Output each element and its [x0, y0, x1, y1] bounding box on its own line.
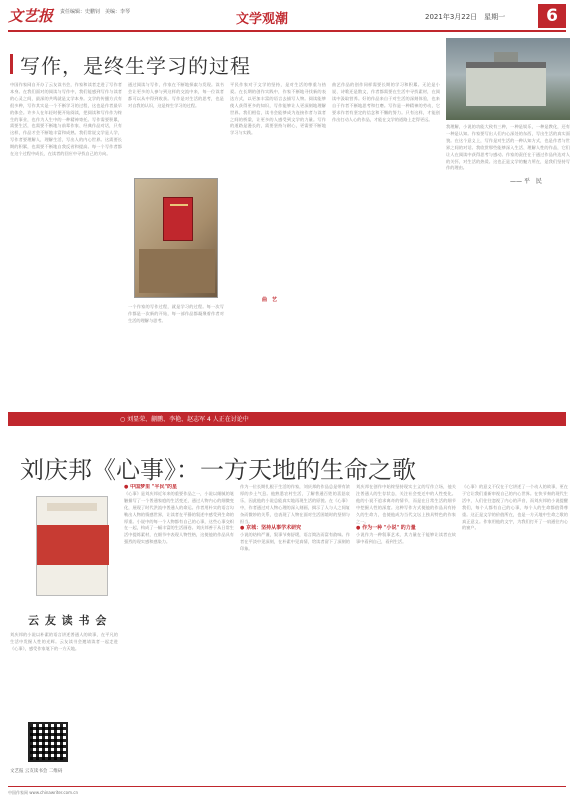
article1-column-2-bottom: 一个作家的写作过程，就是学习的过程。每一次写作都是一次新的开始，每一部作品都凝聚着作者对生活的理解与思考。 — [128, 304, 224, 323]
issue-date: 2021年3月22日 星期一 — [425, 13, 506, 21]
article2-title: 刘庆邦《心事》：一方天地的生命之歌 — [20, 456, 416, 484]
article2-column-1: ● 中国梦里 "平民"的星 《心事》是刘庆邦近年来的重要作品之一，小说以细腻的笔触描写了一个普通家庭的生活变迁，通过人物内心的细微变化，展现了时代洪流中普通人的命运。作者用朴实的语言勾勒出人物的情感世界，让读者在平静的叙述中感受到生命的厚重。小说中的每一个人物都有自己的心事，这些心事交织在一起，构成了一幅丰富的生活画卷。刘庆邦善于从日常生活中提炼素材，在细节中表现人物性格，这使他的作品具有强烈的现实感和感染力。 — [124, 484, 234, 545]
book-photo — [134, 178, 218, 298]
article2-column-2: 作为一位长期扎根于生活的作家，刘庆邦的作品总是带有浓厚的乡土气息。他熟悉农村生活，了解普通百姓的喜怒哀乐，因此他的小说总能真实地再现生活的原貌。在《心事》中，作者通过对人物心理的深入刻画，揭示了人与人之间复杂而微妙的关系，也表现了人物在面对生活困境时的坚韧与担当。 ● 京城：坚持从事学术研究 小说的结构严谨，叙事节奏舒缓，语言简洁而富有韵味。作者在平淡中见深刻，在朴素中见真情，给读者留下了深刻的印象。 — [240, 484, 350, 552]
banner-caption: ○ 刘显荣、蒯鹏、李艳、赵志军 4 人正在讨论中 — [120, 416, 249, 423]
book-cover-image — [36, 496, 108, 596]
article2-subheading-3: ● 作为一种 "小说" 的力量 — [356, 525, 416, 532]
qr-caption: 文艺报 云友读书会 二维码 — [10, 769, 63, 774]
article2-subheading-2: ● 京城：坚持从事学术研究 — [240, 525, 302, 532]
club-column: 刘庆邦的小说以朴素的语言讲述普通人的故事，在平凡的生活中发掘人性的光辉。云友读书会邀请读者一起走进《心事》，感受作家笔下的一方天地。 — [10, 632, 118, 651]
article1-column-2-top: 通过阅读与写作，作家在不断地探索与发现。读书会让更多的人参与到这样的交流中来，每一位读者都可以从中得到收获。写作是对生活的思考，也是对自我的认识，这是终生学习的过程。 — [128, 82, 224, 108]
article1-column-3: 平民作家对于文学的坚持，是对生活的尊重与热爱。在长期的创作实践中，作家不断地寻找新的表达方式，以更加丰富的语言去描写人物。阅读能够使人获得更多的知识，写作能够让人更深刻地理解世界。我们相信，读书会能够成为连接作者与读者之间的桥梁，让更多的人感受到文学的力量。写作的道路是漫长的，需要坚持与耐心，更需要不断地学习与实践。 — [230, 82, 326, 136]
article2-subheading-1: ● 中国梦里 "平民"的星 — [124, 484, 178, 490]
article1-column-4: 曲艺作品的创作同样需要长期的学习和积累。无论是小说、诗歌还是散文，作者都需要在生活中寻找素材，在阅读中汲取营养。好的作品来自于对生活的深刻体验，也来自于作者不断地思考和打磨。写作是一种精神的劳动，它要求作者有坚定的信念和不懈的努力。只有这样，才能创作出打动人心的作品，才能在文学的道路上走得更远。 — [332, 82, 440, 122]
section-divider-banner — [8, 412, 566, 426]
page-number: 6 — [538, 4, 566, 28]
article2-column-4: 《心事》的意义不仅在于它讲述了一个动人的故事，更在于它让我们重新审视自己的内心世界。在快节奏的现代生活中，人们往往忽视了内心的声音，而刘庆邦的小说提醒我们，每个人都有自己的心事，每个人的生命都值得尊重。这正是文学的价值所在，也是一方天地中生命之歌的真正意义。作家用他的文字，为我们打开了一扇通往内心的窗户。 — [462, 484, 568, 531]
newspaper-logo: 文艺报 — [8, 7, 54, 25]
author-photo — [446, 38, 570, 120]
qr-code-icon — [28, 722, 68, 762]
title-accent-bar — [10, 54, 13, 74]
footer-website: 中国作家网 www.chinawriter.com.cn — [8, 790, 78, 795]
article1-title: 写作，是终生学习的过程 — [20, 54, 251, 78]
editor-line: 责任编辑：史鹏钊 美编：李琴 — [60, 9, 131, 15]
section-title: 文学观潮 — [236, 12, 289, 27]
article2-column-3: 刘庆邦在创作中始终坚持现实主义的写作立场，他关注普通人的生存状态，关注社会变迁中的人性变化。他的小说不追求离奇的情节，而是在日常生活的细节中挖掘人性的深度。这种写作方式使他的作品具有持久的生命力，也使他成为当代文坛上独具特色的作家之一。 ● 作为一种 "小说" 的力量 小说作为一种叙事艺术，其力量在于能够让读者在故事中看到自己，看到生活。 — [356, 484, 456, 545]
article1-column-1: 中国作家网自开办了云友读书会，作家和读者走进了写作者本身。在我们面对的阅读与写作中，我们能感到写作与读者的心灵之间，最深的共鸣就是文学本身。文学的传播方式有很多种，写作其实是一个不断学习的过程，这也是作者最早的体会。许多人在年轻时便开始阅读，把阅读和写作作为终生的事业，也作为人生中的一种精神寄托。写作需要积累，需要生活，也需要不断地与前辈作家、经典作品对话，只有这样，作品才会不断地丰富和成熟。我们常说文学是人学，写作者要理解人，理解生活，写出人的内心世界。这需要长期的积累，也需要不断地自我反省和提高。每一个写作者都在这个过程中成长，在读者的回应中寻找自己的方向。 — [10, 82, 122, 157]
article1-subheading: 曲 艺 — [262, 297, 278, 303]
article1-column-5: 我理解，小说的功能大致有三种，一种是娱乐，一种是教化，还有一种是认知。作家要写出人们内心深处的东西，写出生活的真实面貌。在这个意义上，写作是对生活的一种认知方式，也是作者与世界之间的对话。我欣赏那些能够深入生活、理解人性的作品，它们让人在阅读中获得思考与感动。作家的责任在于通过作品传达对人的关怀，对生活的热爱。这也正是文学的魅力所在，是我们坚持写作的理由。 — [446, 124, 570, 171]
header-rule — [8, 30, 566, 32]
article1-author-2: —— 平 民 — [510, 178, 542, 185]
reading-club-title: 云 友 读 书 会 — [28, 614, 108, 627]
footer-rule — [8, 786, 566, 787]
masthead — [0, 0, 572, 32]
